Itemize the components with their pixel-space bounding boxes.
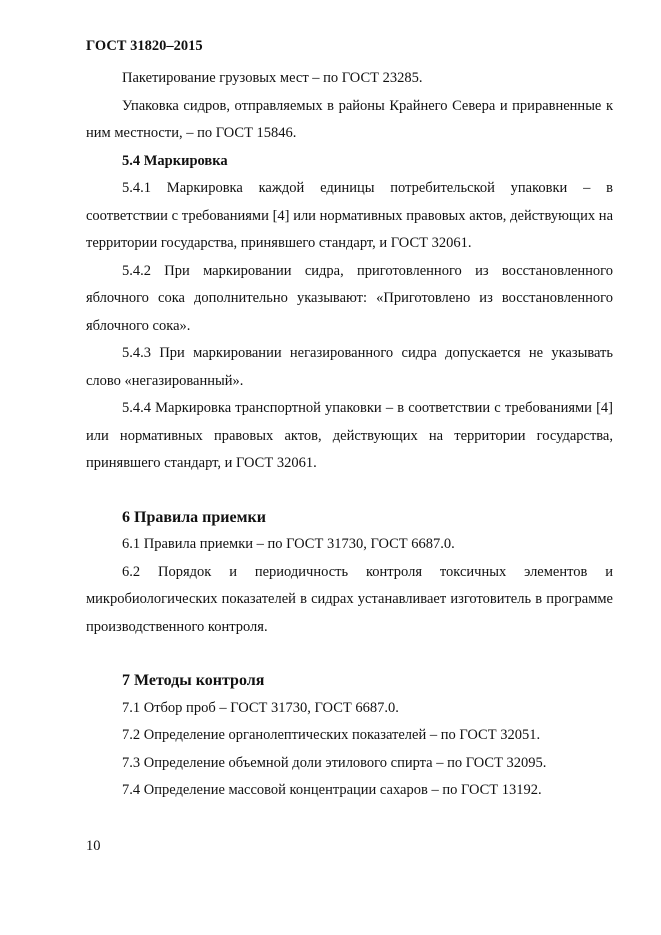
paragraph-6-1: 6.1 Правила приемки – по ГОСТ 31730, ГОСТ 6687.0. (122, 536, 455, 552)
paragraph-6-2: 6.2 Порядок и периодичность контроля токсичных элементов и микробиологических показателей в сидрах устанавливает изготовитель в программе производственного контроля. (86, 563, 613, 635)
paragraph-packaging: Пакетирование грузовых мест – по ГОСТ 23285. (122, 70, 423, 86)
paragraph-5-4-4: 5.4.4 Маркировка транспортной упаковки – в соответствии с требованиями [4] или нормативных правовых актов, действующих на территории государства, принявшего стандарт, и ГОСТ 32061. (86, 400, 613, 471)
paragraph-7-2: 7.2 Определение органолептических показателей – по ГОСТ 32051. (122, 727, 541, 743)
paragraph-7-4: 7.4 Определение массовой концентрации сахаров – по ГОСТ 13192. (122, 782, 542, 798)
subsection-heading-5-4: 5.4 Маркировка (122, 152, 228, 169)
paragraph-7-1: 7.1 Отбор проб – ГОСТ 31730, ГОСТ 6687.0. (122, 699, 399, 716)
page-number: 10 (86, 838, 101, 854)
section-heading-6: 6 Правила приемки (122, 508, 266, 526)
paragraph-5-4-1: 5.4.1 Маркировка каждой единицы потребительской упаковки – в соответствии с требованиями [4] или нормативных правовых актов, действующих на территории государства, принявшего стандарт, и ГОСТ 32061. (86, 180, 613, 251)
section-heading-7: 7 Методы контроля (122, 672, 265, 689)
paragraph-5-4-2: 5.4.2 При маркировании сидра, приготовленного из восстановленного яблочного сока дополнительно указывают: «Приготовлено из восстановленного яблочного сока». (86, 262, 613, 334)
paragraph-7-3: 7.3 Определение объемной доли этилового спирта – по ГОСТ 32095. (122, 754, 547, 771)
paragraph-far-north: Упаковка сидров, отправляемых в районы Крайнего Севера и приравненные к ним местности, – по ГОСТ 15846. (86, 97, 613, 141)
document-body (86, 65, 613, 805)
paragraph-5-4-3: 5.4.3 При маркировании негазированного сидра допускается не указывать слово «негазированный». (86, 345, 613, 389)
document-header: ГОСТ 31820–2015 (86, 38, 203, 54)
